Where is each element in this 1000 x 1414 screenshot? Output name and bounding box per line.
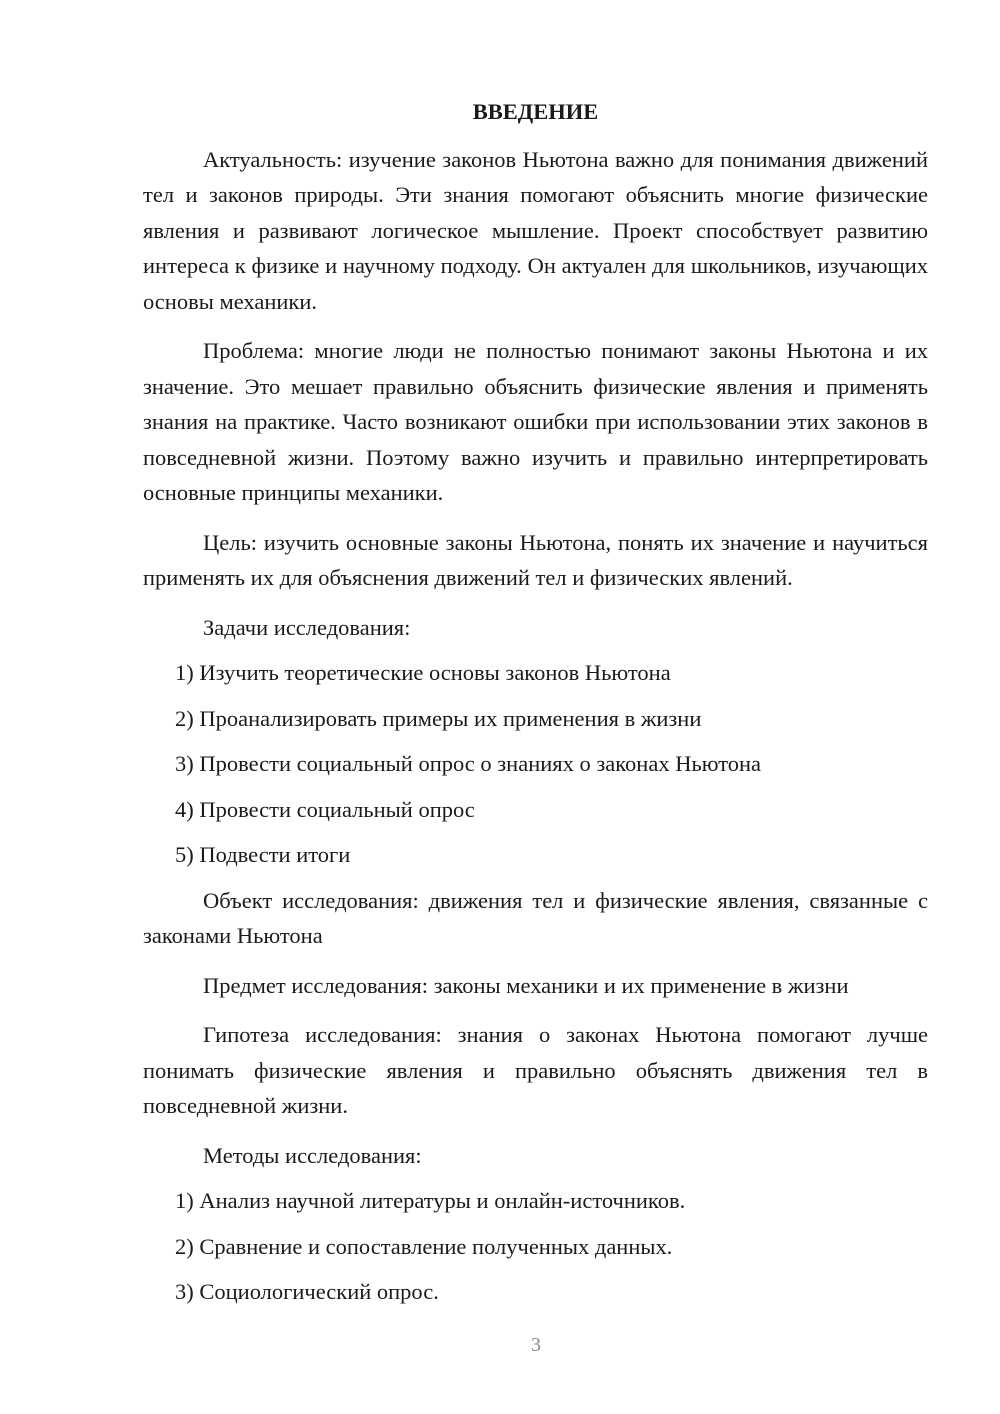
list-item: 5) Подвести итоги — [175, 842, 351, 867]
relevance-paragraph: Актуальность: изучение законов Ньютона важно для понимания движений тел и законов природы. Эти знания помогают объяснить многие физические явления и развивают логическое мышление. Проект способствует развитию интереса к физике и научному подходу. Он актуален для школьников, изучающих основы механики. — [143, 146, 928, 314]
list-item: 1) Изучить теоретические основы законов Ньютона — [175, 660, 671, 685]
list-item: 3) Социологический опрос. — [175, 1279, 439, 1304]
list-item: 1) Анализ научной литературы и онлайн-источников. — [175, 1188, 686, 1213]
list-item: 2) Сравнение и сопоставление полученных данных. — [175, 1233, 673, 1259]
list-item: 2) Проанализировать примеры их применения в жизни — [175, 705, 702, 731]
page-number: 3 — [531, 1334, 541, 1356]
tasks-heading: Задачи исследования: — [203, 614, 411, 640]
list-item: 3) Провести социальный опрос о знаниях о законах Ньютона — [175, 751, 762, 776]
problem-paragraph: Проблема: многие люди не полностью понимают законы Ньютона и их значение. Это мешает правильно объяснить физические явления и применять знания на практике. Часто возникают ошибки при использовании этих законов в повседневной жизни. Поэтому важно изучить и правильно интерпретировать основные принципы механики. — [143, 338, 928, 505]
page-content — [143, 94, 928, 1320]
section-title: ВВЕДЕНИЕ — [472, 99, 599, 124]
goal-paragraph: Цель: изучить основные законы Ньютона, понять их значение и научиться применять их для объяснения движений тел и физических явлений. — [143, 529, 928, 590]
list-item: 4) Провести социальный опрос — [175, 796, 475, 822]
subject-paragraph: Предмет исследования: законы механики и их применение в жизни — [203, 972, 849, 998]
tasks-list — [143, 655, 928, 873]
hypothesis-paragraph: Гипотеза исследования: знания о законах Ньютона помогают лучше понимать физические явления и правильно объяснять движения тел в повседневной жизни. — [143, 1022, 928, 1118]
methods-list — [143, 1183, 928, 1310]
object-paragraph: Объект исследования: движения тел и физические явления, связанные с законами Ньютона — [143, 887, 928, 948]
methods-heading: Методы исследования: — [203, 1142, 422, 1168]
